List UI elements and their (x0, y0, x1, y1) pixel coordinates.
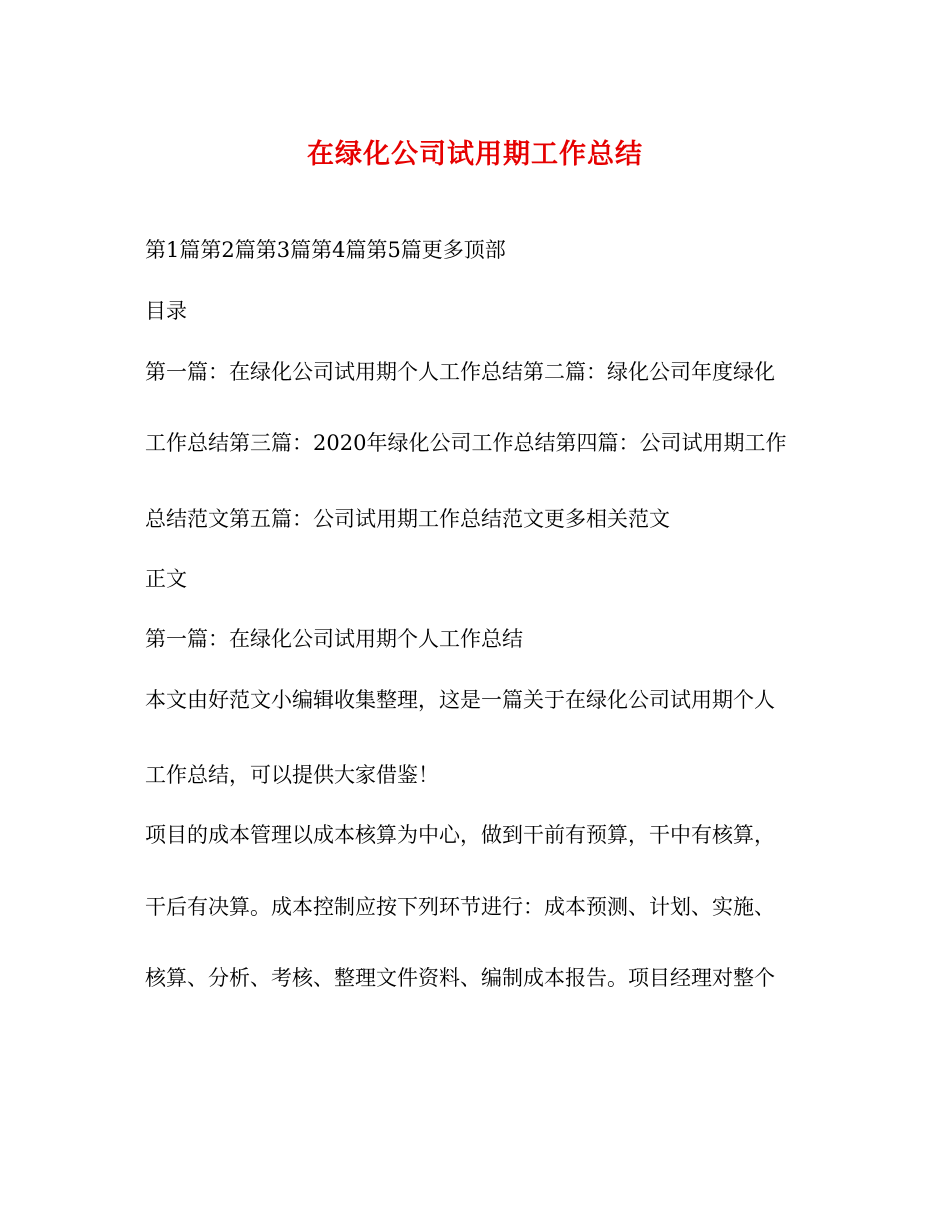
intro-line: 工作总结，可以提供大家借鉴！ (145, 763, 439, 787)
section-title: 第一篇：在绿化公司试用期个人工作总结 (145, 627, 523, 651)
toc-heading: 目录 (145, 299, 187, 323)
toc-line: 工作总结第三篇：2020年绿化公司工作总结第四篇：公司试用期工作 (145, 431, 787, 455)
toc-line: 第一篇：在绿化公司试用期个人工作总结第二篇：绿化公司年度绿化 (145, 360, 775, 384)
paragraph-line: 干后有决算。成本控制应按下列环节进行：成本预测、计划、实施、 (145, 895, 775, 919)
paragraph-line: 核算、分析、考核、整理文件资料、编制成本报告。项目经理对整个 (145, 966, 775, 990)
document-title: 在绿化公司试用期工作总结 (307, 139, 643, 170)
section-nav-links[interactable]: 第1篇第2篇第3篇第4篇第5篇更多顶部 (145, 238, 506, 262)
toc-line: 总结范文第五篇：公司试用期工作总结范文更多相关范文 (145, 507, 670, 531)
intro-line: 本文由好范文小编辑收集整理，这是一篇关于在绿化公司试用期个人 (145, 688, 775, 712)
body-heading: 正文 (145, 567, 187, 591)
paragraph-line: 项目的成本管理以成本核算为中心，做到干前有预算，干中有核算， (145, 823, 775, 847)
